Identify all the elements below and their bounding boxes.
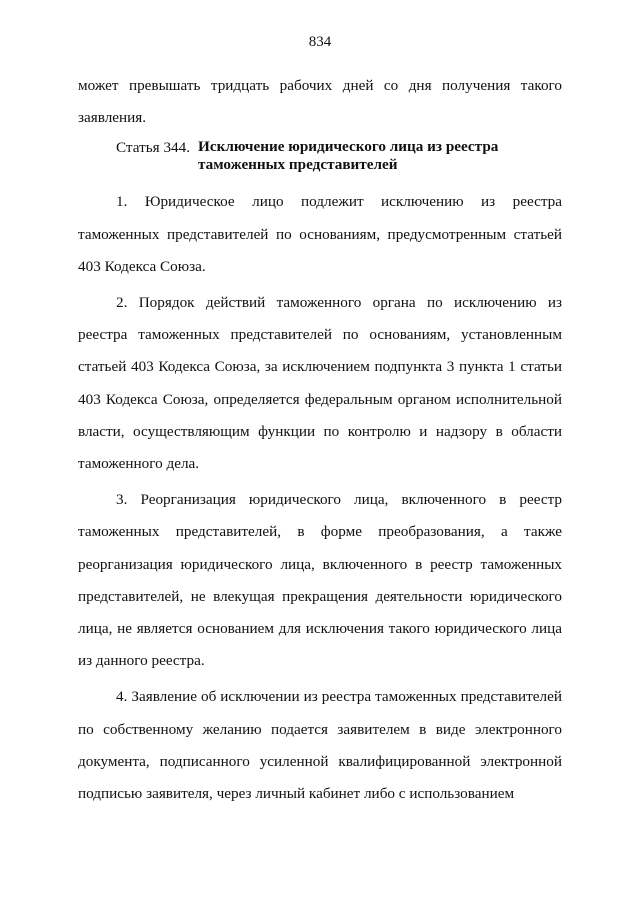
article-heading	[78, 138, 562, 174]
article-number: Статья 344.	[116, 139, 191, 157]
paragraph-4: 4. Заявление об исключении из реестра таможенных представителей по собственному желанию подается заявителем в виде электронного документа, подписанного усиленной квалифицированной электронной подписью заявителя, через личный кабинет либо с использованием	[78, 688, 562, 803]
article-title: Исключение юридического лица из реестра таможенных представителей	[198, 138, 499, 174]
paragraph-1: 1. Юридическое лицо подлежит исключению из реестра таможенных представителей по основаниям, предусмотренным статьей 403 Кодекса Союза.	[78, 193, 562, 275]
paragraph-3: 3. Реорганизация юридического лица, включенного в реестр таможенных представителей, в форме преобразования, а также реорганизация юридического лица, включенного в реестр таможенных представителей, не влекущая прекращения деятельности юридического лица, не является основанием для исключения такого юридического лица из данного реестра.	[78, 491, 562, 670]
paragraph-2: 2. Порядок действий таможенного органа по исключению из реестра таможенных представителей по основаниям, установленным статьей 403 Кодекса Союза, за исключением подпункта 3 пункта 1 статьи 403 Кодекса Союза, определяется федеральным органом исполнительной власти, осуществляющим функции по контролю и надзору в области таможенного дела.	[78, 294, 562, 473]
document-body	[78, 70, 562, 810]
page-number: 834	[308, 34, 332, 50]
continuation-text: может превышать тридцать рабочих дней со дня получения такого заявления.	[78, 77, 562, 127]
